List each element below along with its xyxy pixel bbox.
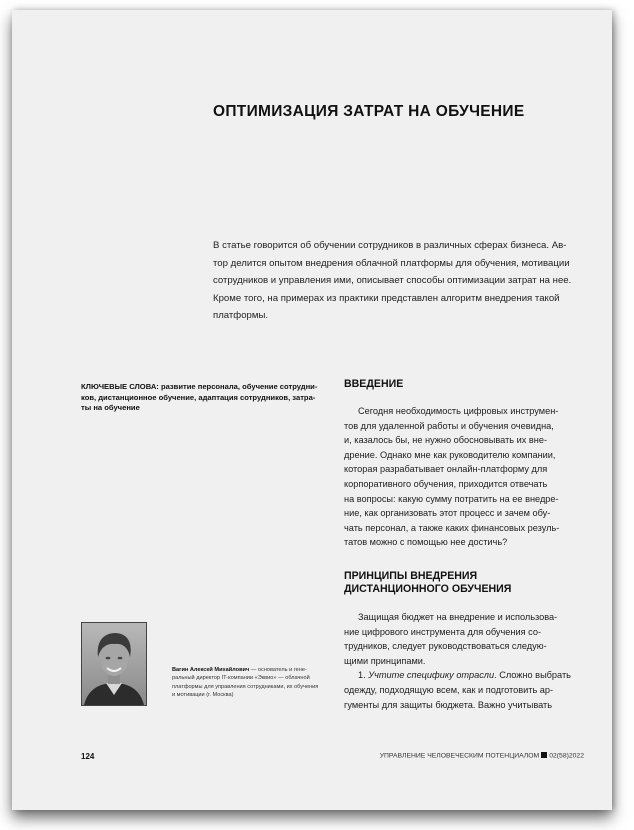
- keywords-label: КЛЮЧЕВЫЕ СЛОВА:: [81, 382, 159, 391]
- paragraph-line: одежду, подходящую всем, как и подготовить ар-: [344, 684, 554, 695]
- paragraph-line: Защищая бюджет на внедрение и использова-: [358, 612, 558, 622]
- keywords-text: ты на обучение: [81, 403, 140, 413]
- author-photo: [81, 622, 147, 706]
- magazine-page: [12, 10, 612, 810]
- paragraph-line: дрение. Однако мне как руководителю компании,: [344, 449, 556, 460]
- author-bio: Вагин Алексей Михайлович — основатель и гене- ральный директор IT-компании «Эквио» — облачной платформы для управления сотрудниками, их обучения и мотивации (г. Москва): [172, 666, 332, 700]
- paragraph-line: гументы для защиты бюджета. Важно учитывать: [344, 699, 553, 710]
- author-bio-line: и мотивации (г. Москва): [172, 692, 234, 699]
- section-heading-intro: ВВЕДЕНИЕ: [344, 378, 404, 390]
- square-bullet-icon: [541, 752, 547, 758]
- paragraph-line: корпоративного обучения, приходится отвечать: [344, 478, 548, 489]
- author-portrait-image: [82, 623, 146, 705]
- section-heading-principles: ПРИНЦИПЫ ВНЕДРЕНИЯ ДИСТАНЦИОННОГО ОБУЧЕНИЯ: [344, 570, 512, 595]
- journal-footer: [380, 752, 584, 760]
- paragraph-line: на вопросы: какую сумму потратить на ее внедре-: [344, 493, 559, 504]
- journal-issue: 02(58)2022: [549, 752, 584, 760]
- abstract-line: платформы.: [213, 310, 269, 322]
- paragraph-line: и, казалось бы, не нужно обосновывать их вне-: [344, 435, 548, 446]
- paragraph-line: татов можно с помощью нее достичь?: [344, 537, 508, 548]
- author-bio-line: платформы для управления сотрудниками, их обучения: [172, 683, 319, 690]
- author-name: Вагин Алексей Михайлович: [172, 667, 250, 673]
- page-number: 124: [81, 752, 95, 761]
- list-item-title: Учтите специфику отрасли: [368, 670, 495, 681]
- paragraph-line: Сегодня необходимость цифровых инструмен-: [358, 406, 559, 416]
- keywords-text: ков, дистанционное обучение, адаптация сотрудников, затра-: [81, 392, 316, 402]
- abstract-line: Кроме того, на примерах из практики представлен алгоритм внедрения такой: [213, 292, 560, 304]
- paragraph-line: тов для удаленной работы и обучения очевидна,: [344, 420, 554, 431]
- intro-paragraph: [344, 404, 587, 550]
- paragraph-line: которая разрабатывает онлайн-платформу для: [344, 464, 548, 475]
- paragraph-line: ние цифрового инструмента для обучения со-: [344, 626, 542, 637]
- paragraph-line: щими принципами.: [344, 655, 426, 666]
- paragraph-line: ние, как организовать этот процесс и зачем обу-: [344, 508, 551, 519]
- list-item: 1. Учтите специфику отрасли. Сложно выбрать: [358, 670, 571, 681]
- author-bio-line: ральный директор IT-компании «Эквио» — облачной: [172, 675, 310, 682]
- article-title: ОПТИМИЗАЦИЯ ЗАТРАТ НА ОБУЧЕНИЕ: [213, 103, 525, 120]
- paragraph-line: трудников, следует руководствоваться следую-: [344, 641, 547, 652]
- abstract-line: В статье говорится об обучении сотрудников в различных сферах бизнеса. Ав-: [213, 240, 567, 251]
- abstract-line: тор делится опытом внедрения облачной платформы для обучения, мотивации: [213, 257, 570, 269]
- paragraph-line: чать персонал, а также каких финансовых резуль-: [344, 522, 560, 533]
- principles-paragraph: [344, 610, 587, 712]
- article-abstract: [213, 237, 585, 325]
- abstract-line: сотрудников и управления ими, описывает способы оптимизации затрат на нее.: [213, 275, 572, 287]
- keywords-text: развитие персонала, обучение сотрудни-: [158, 382, 318, 391]
- journal-name: УПРАВЛЕНИЕ ЧЕЛОВЕЧЕСКИМ ПОТЕНЦИАЛОМ: [379, 752, 540, 760]
- keywords-block: [81, 382, 321, 414]
